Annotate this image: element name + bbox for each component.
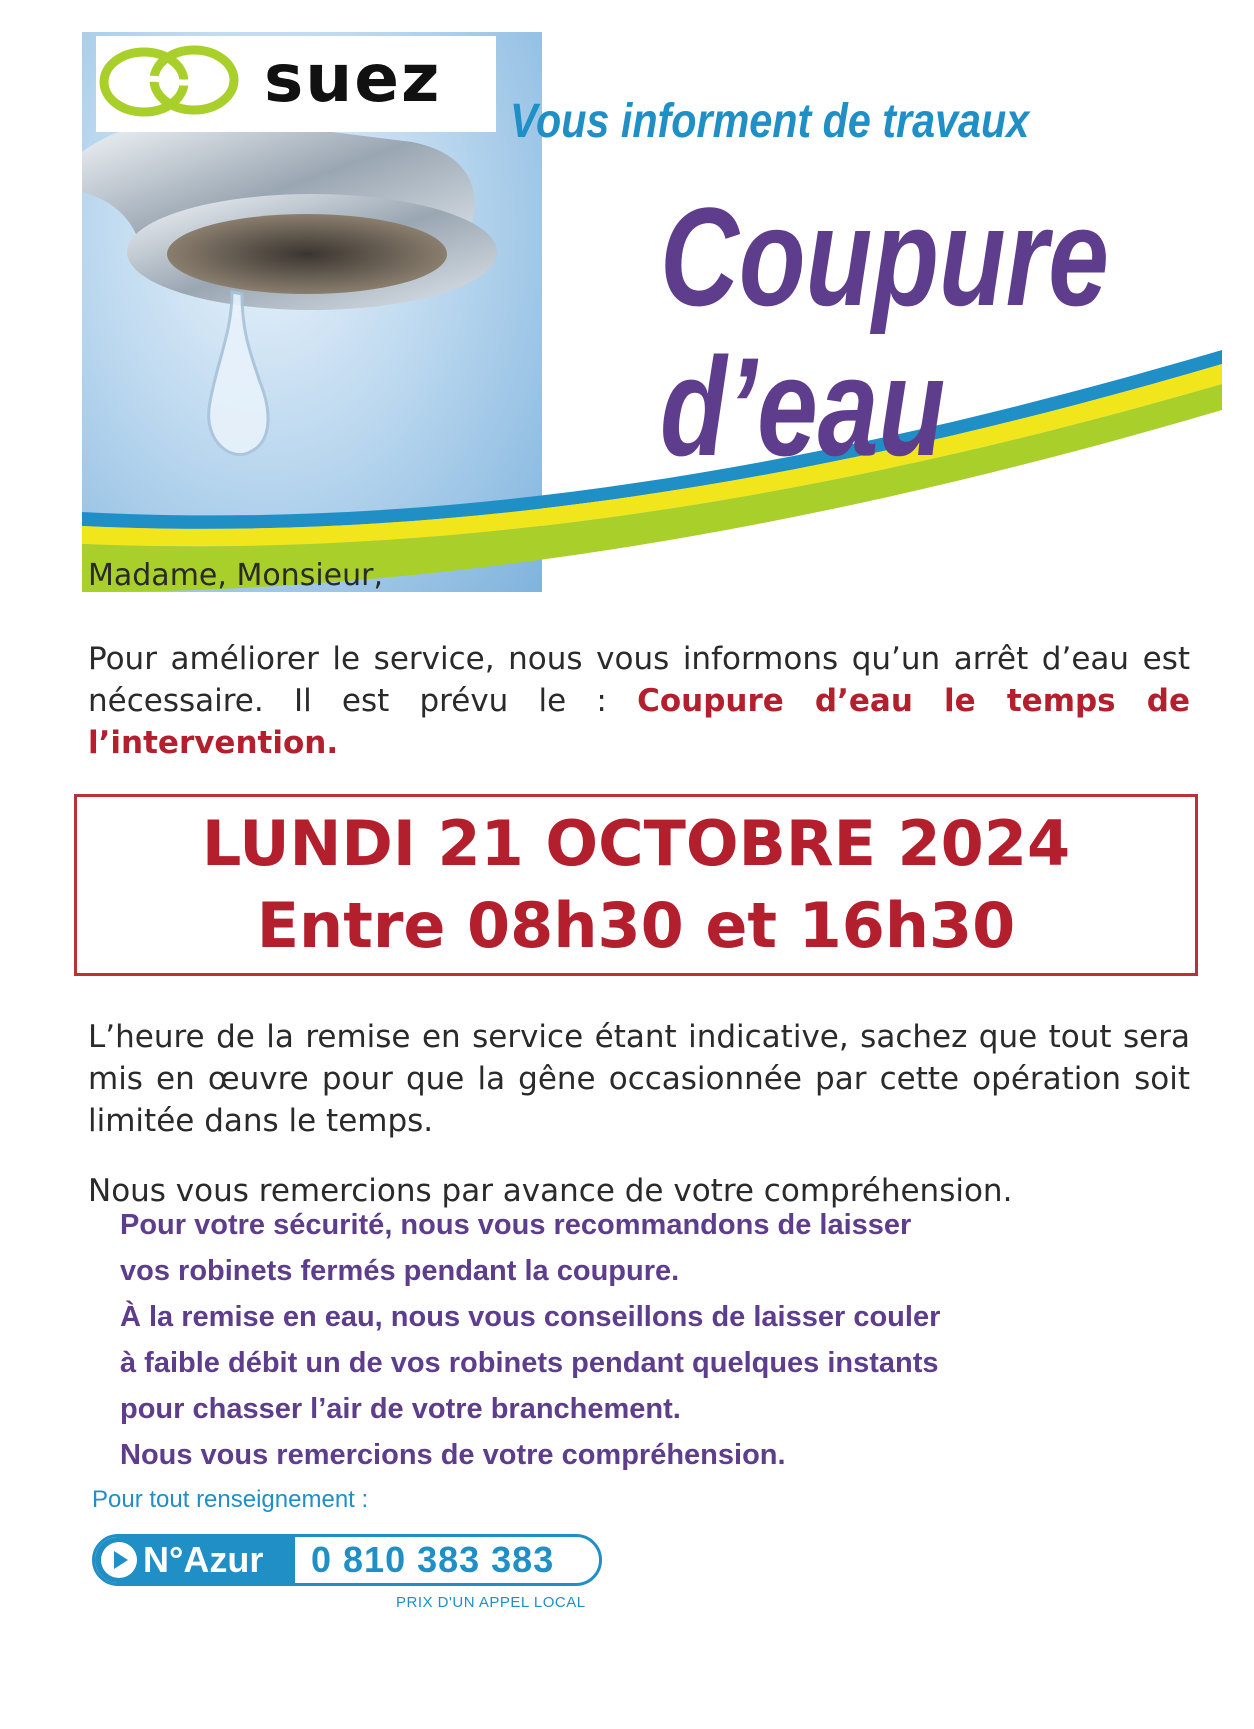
safety-closing: Nous vous remercions de votre compréhension. — [120, 1439, 786, 1471]
play-arrow-icon — [101, 1542, 137, 1578]
schedule-time: Entre 08h30 et 16h30 — [256, 889, 1016, 962]
safety-lead: Pour votre sécurité, — [120, 1209, 393, 1241]
azur-service-tag — [95, 1537, 295, 1583]
headline-line-2: d’eau — [660, 328, 946, 485]
safety-line-1 — [120, 1202, 1120, 1248]
brand-name: suez — [264, 40, 442, 117]
intro-highlight: Coupure d’eau le temps de l’intervention. — [88, 683, 1190, 761]
contact-label: Pour tout renseignement : — [92, 1486, 369, 1513]
schedule-date: LUNDI 21 OCTOBRE 2024 — [201, 807, 1071, 880]
intro-text: Pour améliorer le service, nous vous informons qu’un arrêt d’eau est nécessaire. Il est prévu le : — [88, 641, 1190, 719]
safety-advice — [120, 1202, 1120, 1478]
schedule-box — [74, 794, 1198, 976]
suez-logo — [96, 36, 496, 132]
safety-line-3: À la remise en eau, nous vous conseillons de laisser couler — [120, 1301, 941, 1333]
suez-logo-icon — [96, 36, 246, 126]
thanks-paragraph: Nous vous remercions par avance de votre compréhension. — [88, 1173, 1013, 1209]
safety-line-2: vos robinets fermés pendant la coupure. — [120, 1255, 680, 1287]
safety-line-5: pour chasser l’air de votre branchement. — [120, 1393, 681, 1425]
phone-number[interactable]: 0 810 383 383 — [311, 1539, 555, 1580]
headline-line-1: Coupure — [660, 178, 1109, 335]
greeting: Madame, Monsieur, — [88, 558, 384, 593]
call-price-note: PRIX D'UN APPEL LOCAL — [396, 1594, 586, 1611]
tagline: Vous informent de travaux — [510, 95, 1030, 148]
azur-service-label: N°Azur — [143, 1539, 264, 1580]
azur-phone-badge[interactable] — [92, 1534, 602, 1586]
safety-line-4: à faible débit un de vos robinets pendant quelques instants — [120, 1347, 939, 1379]
notice-paragraph: L’heure de la remise en service étant indicative, sachez que tout sera mis en œuvre pour que la gêne occasionnée par cette opération soit limitée dans le temps. — [88, 1019, 1190, 1139]
headline — [660, 178, 1109, 485]
header-banner — [82, 32, 1222, 592]
intro-paragraph — [88, 638, 1190, 764]
safety-line-1-rest: nous vous recommandons de laisser — [392, 1209, 912, 1241]
